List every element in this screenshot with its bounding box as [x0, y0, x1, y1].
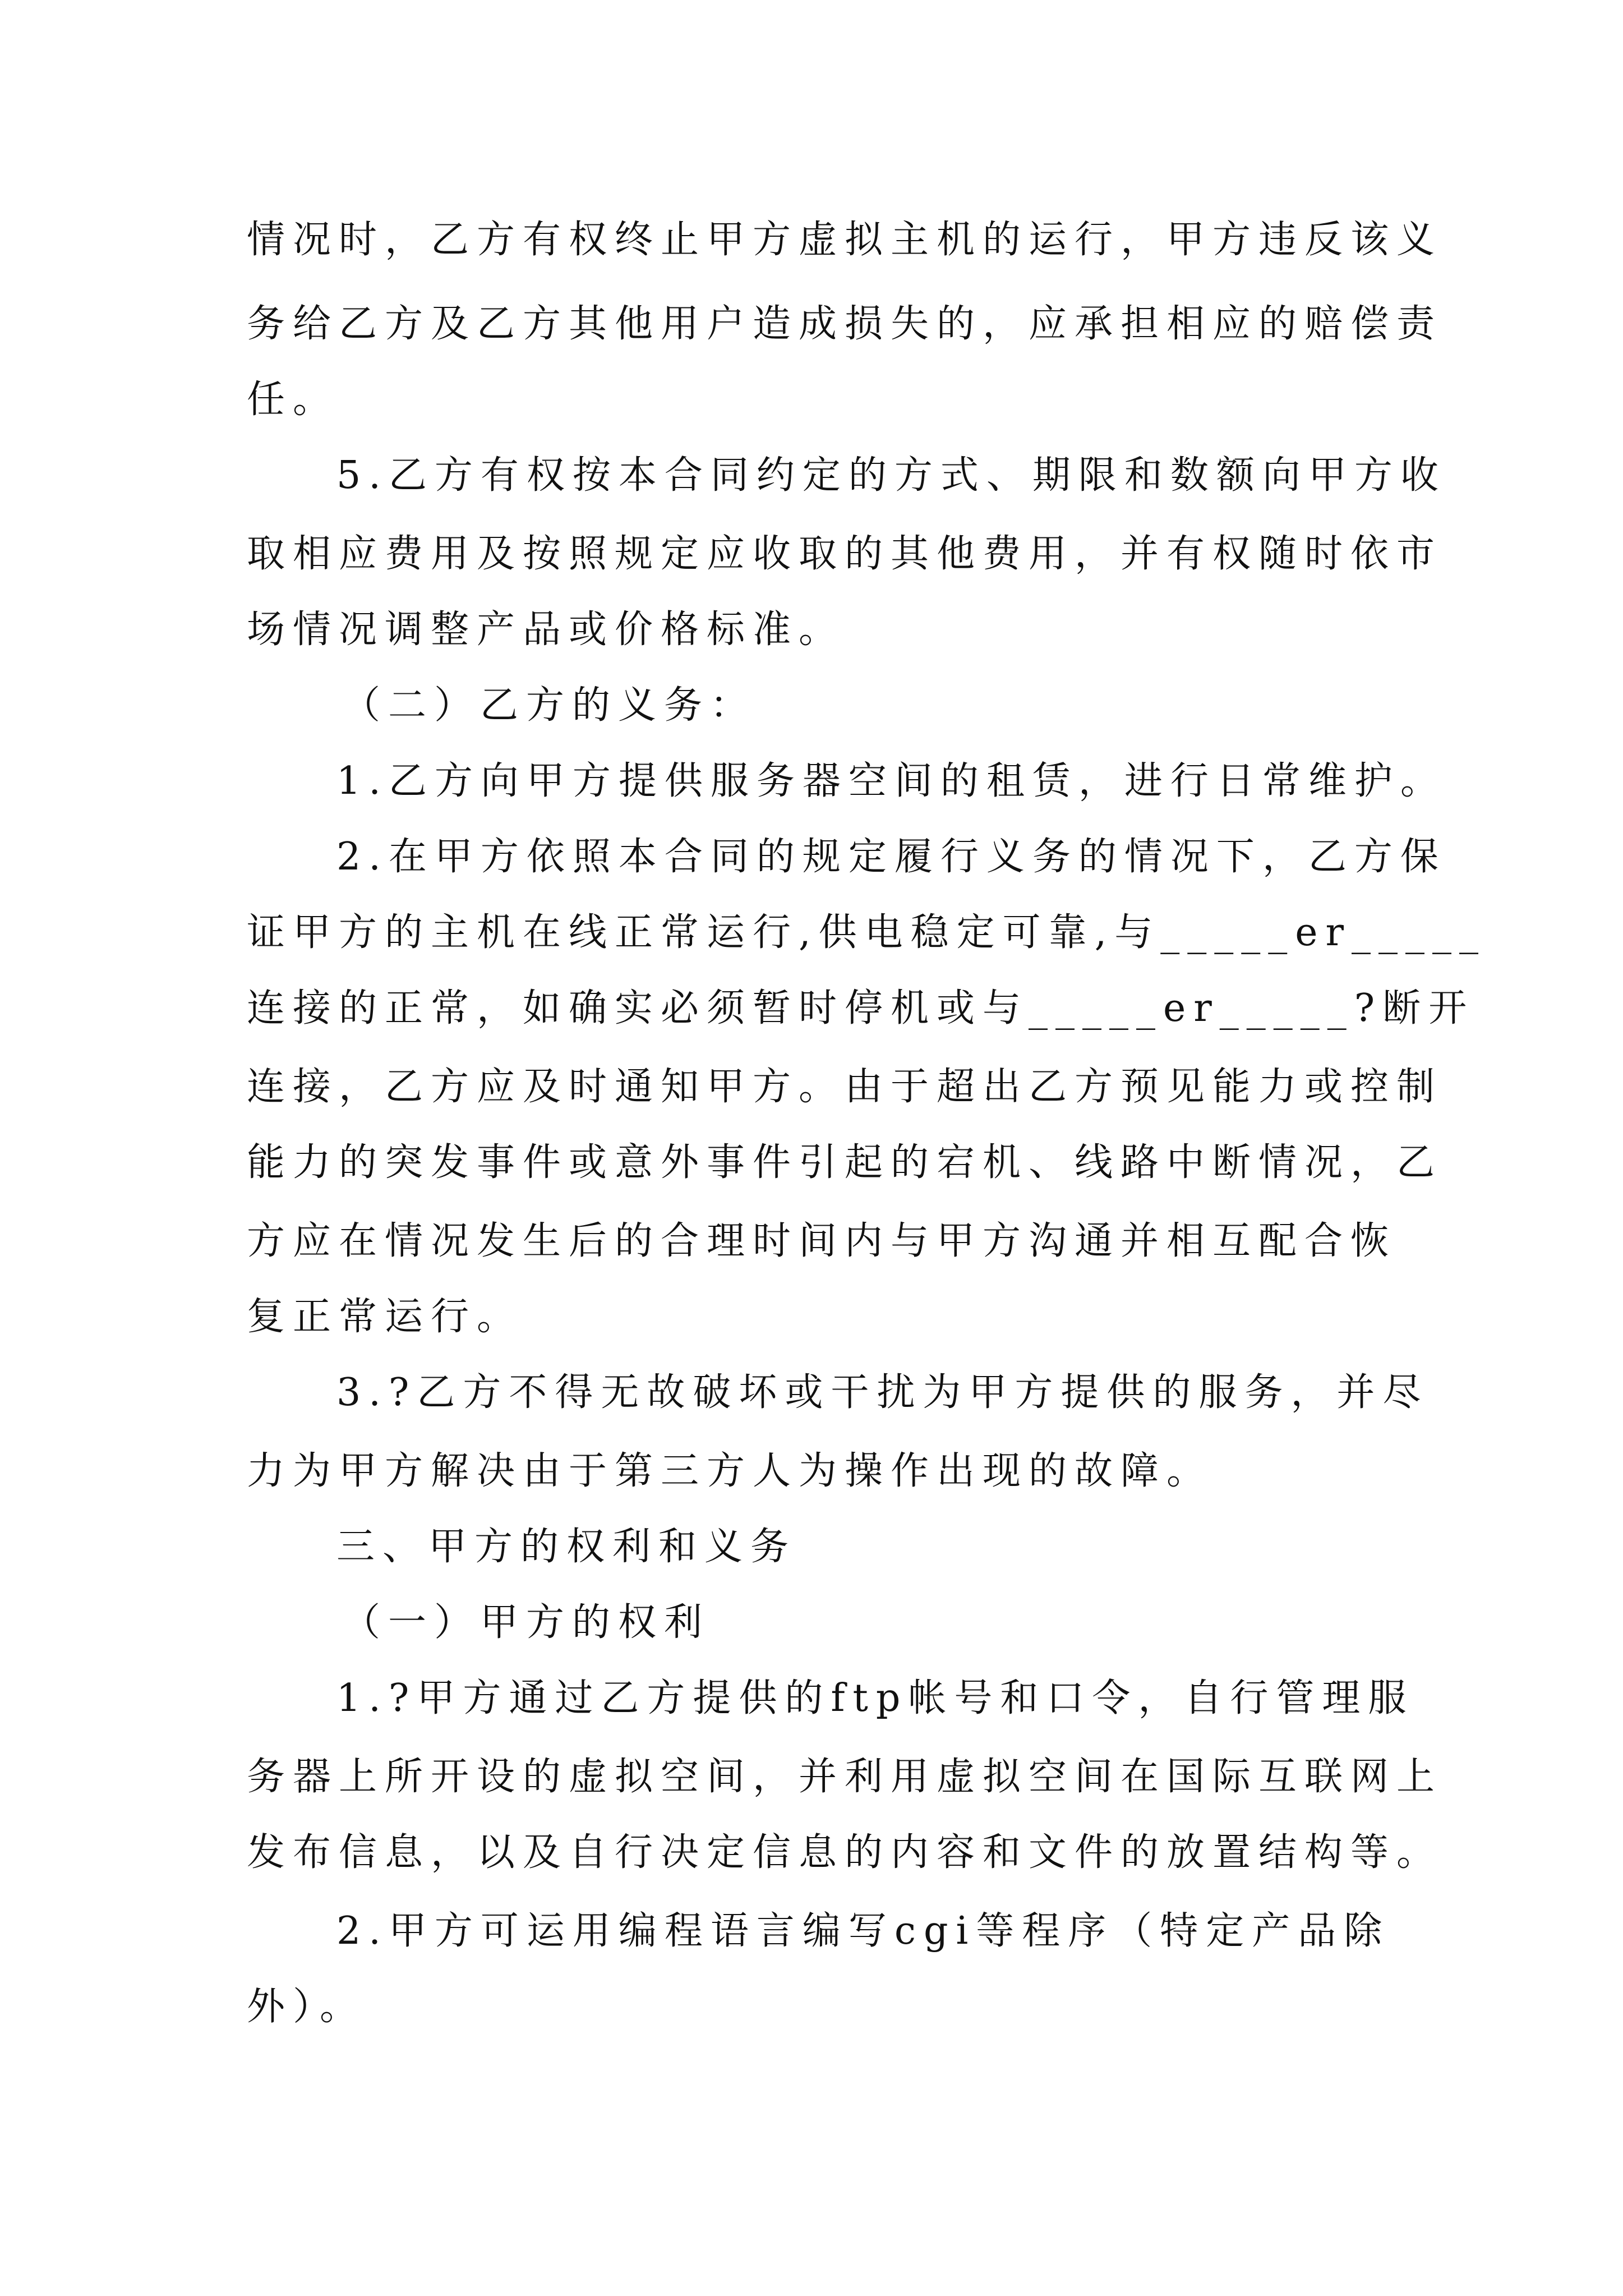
paragraph-line: 5.乙方有权按本合同约定的方式、期限和数额向甲方收 — [336, 453, 1446, 498]
section-heading: 三、甲方的权利和义务 — [336, 1525, 797, 1569]
paragraph-line: 任。 — [247, 378, 339, 422]
paragraph-line: 方应在情况发生后的合理时间内与甲方沟通并相互配合恢 — [247, 1219, 1397, 1263]
paragraph-line: 2.甲方可运用编程语言编写cgi等程序（特定产品除 — [336, 1909, 1390, 1953]
paragraph-line: 3.?乙方不得无故破坏或干扰为甲方提供的服务，并尽 — [336, 1370, 1429, 1415]
paragraph-line: 连接的正常，如确实必须暂时停机或与_____er_____?断开 — [247, 986, 1475, 1030]
paragraph-line: 能力的突发事件或意外事件引起的宕机、线路中断情况，乙 — [247, 1140, 1443, 1185]
paragraph-line: 力为甲方解决由于第三方人为操作出现的故障。 — [247, 1449, 1213, 1493]
paragraph-line: 发布信息，以及自行决定信息的内容和文件的放置结构等。 — [247, 1830, 1443, 1875]
paragraph-line: 2.在甲方依照本合同的规定履行义务的情况下，乙方保 — [336, 835, 1446, 879]
paragraph-line: 证甲方的主机在线正常运行,供电稳定可靠,与_____er_____ — [247, 910, 1486, 955]
paragraph-line: 取相应费用及按照规定应收取的其他费用，并有权随时依市 — [247, 532, 1443, 576]
paragraph-line: 1.乙方向甲方提供服务器空间的租赁，进行日常维护。 — [336, 759, 1446, 803]
paragraph-line: 情况时，乙方有权终止甲方虚拟主机的运行，甲方违反该义 — [247, 218, 1443, 262]
paragraph-line: 务给乙方及乙方其他用户造成损失的，应承担相应的赔偿责 — [247, 302, 1443, 346]
paragraph-line: 复正常运行。 — [247, 1295, 523, 1339]
paragraph-line: 务器上所开设的虚拟空间，并利用虚拟空间在国际互联网上 — [247, 1755, 1443, 1799]
paragraph-line: 1.?甲方通过乙方提供的ftp帐号和口令，自行管理服 — [336, 1676, 1414, 1720]
section-heading: （一）甲方的权利 — [342, 1600, 711, 1645]
section-heading: （二）乙方的义务： — [342, 683, 757, 728]
paragraph-line: 场情况调整产品或价格标准。 — [247, 608, 845, 652]
paragraph-line: 外）。 — [247, 1985, 366, 2029]
paragraph-line: 连接，乙方应及时通知甲方。由于超出乙方预见能力或控制 — [247, 1065, 1443, 1109]
